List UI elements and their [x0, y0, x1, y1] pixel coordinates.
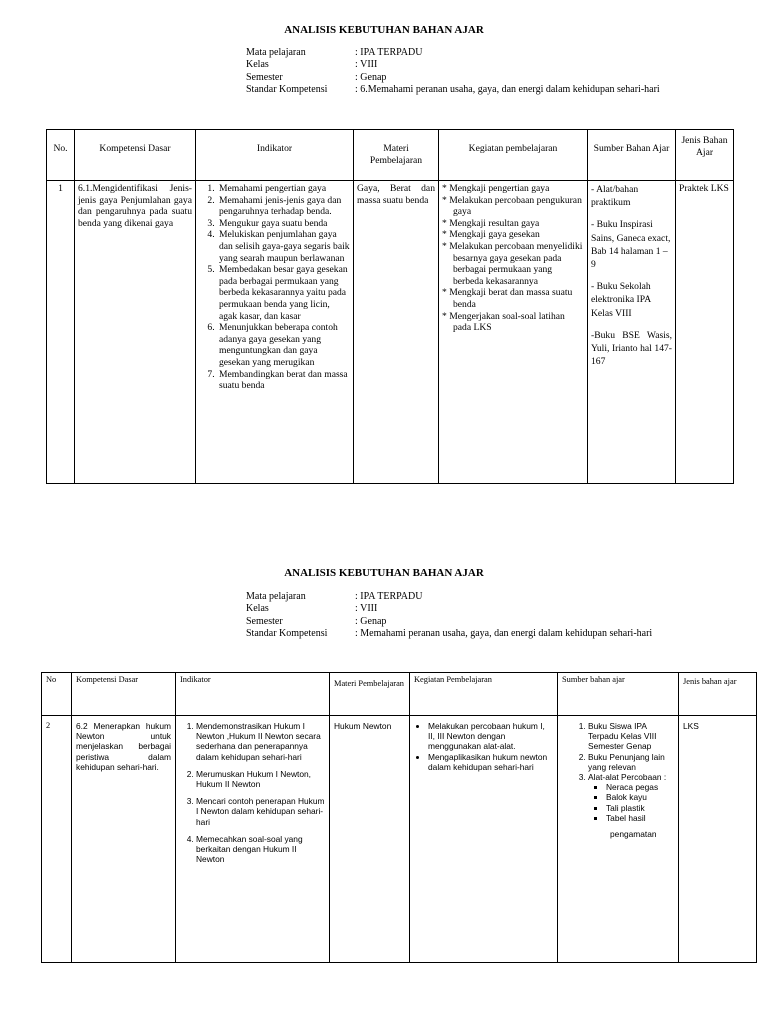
sumber-list	[562, 721, 674, 823]
list-item: 3. Mengukur gaya suatu benda	[217, 218, 350, 230]
meta-row	[246, 59, 660, 71]
list-item: * Mengerjakan soal-soal latihan pada LKS	[442, 311, 584, 334]
list-item: 3. Mencari contoh penerapan Hukum I Newton dalam kehidupan sehari-hari	[196, 796, 325, 827]
header-cell: Kompetensi Dasar	[72, 673, 176, 716]
list-item: * Mengkaji pengertian gaya	[442, 183, 584, 195]
alat-list	[588, 782, 674, 823]
list-item: * Mengkaji gaya gesekan	[442, 229, 584, 241]
header-cell: Sumber bahan ajar	[558, 673, 679, 716]
list-item: ▪ Balok kayu	[606, 792, 674, 802]
cell-no: 2	[42, 716, 72, 963]
list-item: • Melakukan percobaan hukum I, II, III Newton dengan menggunakan alat-alat.	[428, 721, 553, 752]
meta-label: Kelas	[246, 59, 269, 71]
meta-row	[246, 616, 652, 628]
kegiatan-list	[442, 183, 584, 334]
meta-block-1	[246, 47, 660, 97]
cell-materi: Gaya, Berat dan massa suatu benda	[354, 181, 439, 484]
table-row	[42, 716, 757, 963]
analysis-table-2	[41, 672, 757, 963]
list-item: ▪ Tali plastik	[606, 803, 674, 813]
list-item: 6. Menunjukkan beberapa contoh adanya gaya gesekan yang menguntungkan dan gaya gesekan yang merugikan	[217, 322, 350, 368]
cell-sumber	[588, 181, 676, 484]
header-cell: Indikator	[176, 673, 330, 716]
meta-value: : Genap	[355, 71, 387, 83]
meta-value: : VIII	[355, 59, 378, 71]
list-item: 5. Membedakan besar gaya gesekan pada berbagai permukaan yang berbeda kekasarannya yaitu pada permukaan benda yang licin, agak kasar, dan kasar	[217, 264, 350, 322]
list-item: * Melakukan percobaan pengukuran gaya	[442, 195, 584, 218]
kegiatan-list	[414, 721, 553, 772]
list-item: 2. Memahami jenis-jenis gaya dan pengaruhnya terhadap benda.	[217, 195, 350, 218]
list-item: * Melakukan percobaan menyelidiki besarnya gaya gesekan pada berbagai permukaan yang berbeda kekasarannya	[442, 241, 584, 287]
header-cell: No.	[47, 130, 75, 181]
cell-jenis: Praktek LKS	[676, 181, 734, 484]
header-cell: Materi Pembelajaran	[354, 130, 439, 181]
meta-label: Semester	[246, 71, 283, 83]
header-cell: Sumber Bahan Ajar	[588, 130, 676, 181]
list-item: 4. Memecahkan soal-soal yang berkaitan dengan Hukum II Newton	[196, 834, 325, 865]
header-cell: Kompetensi Dasar	[75, 130, 196, 181]
meta-row	[246, 628, 652, 640]
table-header-row	[42, 673, 757, 716]
cell-kegiatan	[439, 181, 588, 484]
analysis-table-1	[46, 129, 734, 484]
cell-jenis: LKS	[679, 716, 757, 963]
meta-row	[246, 47, 660, 59]
header-cell: Jenis bahan ajar	[679, 673, 757, 716]
list-item: 1. Buku Siswa IPA Terpadu Kelas VIII Semester Genap	[588, 721, 674, 752]
meta-label: Standar Kompetensi	[246, 628, 328, 640]
header-cell: Kegiatan Pembelajaran	[410, 673, 558, 716]
list-item: 4. Melukiskan penjumlahan gaya dan selisih gaya-gaya segaris baik yang searah maupun berlawanan	[217, 229, 350, 264]
meta-row	[246, 84, 660, 96]
list-item: 1. Mendemonstrasikan Hukum I Newton ,Hukum II Newton secara sederhana dan penerapannya dalam kehidupan sehari-hari	[196, 721, 325, 762]
meta-value: : 6.Memahami peranan usaha, gaya, dan energi dalam kehidupan sehari-hari	[355, 84, 660, 96]
cell-sumber	[558, 716, 679, 963]
cell-kegiatan	[410, 716, 558, 963]
list-item: * Mengkaji resultan gaya	[442, 218, 584, 230]
list-item: 3. Alat-alat Percobaan : ▪ Neraca pegas ▪ Balok kayu ▪ Tali plastik ▪ Tabel hasil	[588, 772, 674, 823]
pengamatan-text: pengamatan	[610, 829, 657, 840]
document-title-2: ANALISIS KEBUTUHAN BAHAN AJAR	[284, 567, 484, 579]
meta-block-2	[246, 591, 652, 641]
list-item: ▪ Neraca pegas	[606, 782, 674, 792]
table-header-row	[47, 130, 734, 181]
cell-kompetensi: 6.1.Mengidentifikasi Jenis-jenis gaya Penjumlahan gaya dan pengaruhnya pada suatu benda yang dikenai gaya	[75, 181, 196, 484]
header-cell: No	[42, 673, 72, 716]
meta-label: Standar Kompetensi	[246, 84, 328, 96]
meta-value: : Memahami peranan usaha, gaya, dan energi dalam kehidupan sehari-hari	[355, 628, 653, 640]
meta-row	[246, 72, 660, 84]
meta-value: : IPA TERPADU	[355, 591, 423, 602]
document-title-1: ANALISIS KEBUTUHAN BAHAN AJAR	[284, 24, 484, 36]
sumber-item: - Buku Sekolah elektronika IPA Kelas VIII	[591, 281, 651, 319]
indikator-list	[180, 721, 325, 864]
sumber-item: - Buku Inspirasi Sains, Ganeca exact, Bab 14 halaman 1 – 9	[591, 219, 671, 271]
meta-value: : VIII	[355, 603, 378, 615]
cell-indikator	[196, 181, 354, 484]
header-cell: Jenis Bahan Ajar	[676, 130, 734, 181]
meta-row	[246, 591, 652, 603]
list-item: 1. Memahami pengertian gaya	[217, 183, 350, 195]
list-item: 2. Buku Penunjang lain yang relevan	[588, 752, 674, 772]
sumber-item: -Buku BSE Wasis, Yuli, Irianto hal 147-167	[591, 329, 672, 368]
meta-value: : Genap	[355, 615, 387, 627]
cell-indikator	[176, 716, 330, 963]
table-row	[47, 181, 734, 484]
meta-label: Mata pelajaran	[246, 47, 306, 58]
list-item: • Mengaplikasikan hukum newton dalam kehidupan sehari-hari	[428, 752, 553, 772]
indikator-list	[199, 183, 350, 392]
header-cell: Kegiatan pembelajaran	[439, 130, 588, 181]
list-item: 2. Merumuskan Hukum I Newton, Hukum II Newton	[196, 769, 325, 789]
cell-no: 1	[47, 181, 75, 484]
cell-materi: Hukum Newton	[330, 716, 410, 963]
header-cell: Materi Pembelajaran	[330, 673, 410, 716]
sumber-item: - Alat/bahan praktikum	[591, 184, 639, 209]
list-item: * Mengkaji berat dan massa suatu benda	[442, 287, 584, 310]
meta-label: Kelas	[246, 603, 269, 615]
meta-label: Mata pelajaran	[246, 591, 306, 602]
list-item: ▪ Tabel hasil	[606, 813, 674, 823]
header-cell: Indikator	[196, 130, 354, 181]
meta-row	[246, 603, 652, 615]
cell-kompetensi: 6.2 Menerapkan hukum Newton untuk menjelaskan berbagai peristiwa dalam kehidupan sehari-hari.	[72, 716, 176, 963]
meta-value: : IPA TERPADU	[355, 47, 423, 58]
list-item: 7. Membandingkan berat dan massa suatu benda	[217, 369, 350, 392]
meta-label: Semester	[246, 615, 283, 627]
